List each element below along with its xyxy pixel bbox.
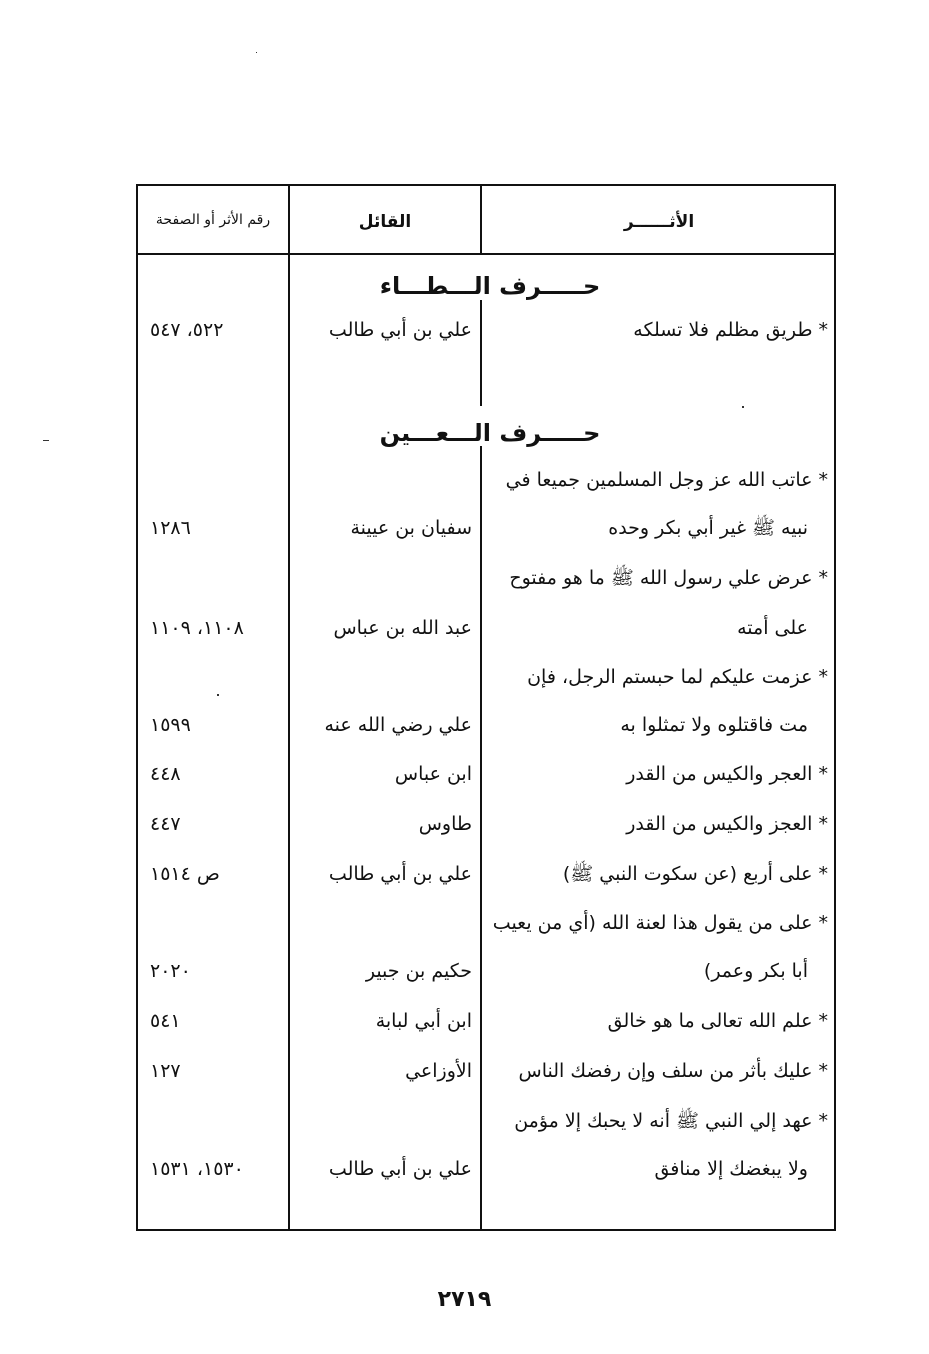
scan-mark	[256, 52, 257, 53]
page-number: ٢٧١٩	[437, 1287, 492, 1312]
entry-ref: ص ١٥١٤	[150, 863, 220, 885]
entry-sayer: علي رضي الله عنه	[324, 714, 472, 736]
entry-text: * العجز والكيس من القدر	[626, 813, 828, 835]
column-divider-ref	[288, 186, 290, 1229]
entry-sayer: علي بن أبي طالب	[328, 863, 472, 885]
entry-ref: ١٢٧	[150, 1060, 181, 1082]
entry-text: * العجر والكيس من القدر	[626, 763, 828, 785]
entry-text-continuation: ولا يبغضك إلا منافق	[654, 1158, 808, 1180]
entry-sayer: الأوزاعي	[405, 1060, 472, 1082]
entry-sayer: علي بن أبي طالب	[328, 1158, 472, 1180]
entry-text-continuation: على أمته	[737, 617, 808, 639]
column-header-sayer: القائل	[358, 212, 412, 232]
entry-ref: ٤٤٧	[150, 813, 181, 835]
entry-sayer: ابن عباس	[394, 763, 472, 785]
section-heading-taa: حـــــرف الـــطـــاء	[379, 272, 601, 300]
entry-ref: ٢٠٢٠	[150, 960, 191, 982]
entry-sayer: علي بن أبي طالب	[328, 319, 472, 341]
entry-ref: ١١٠٨، ١١٠٩	[150, 617, 244, 639]
entry-text: * على من يقول هذا لعنة الله (أي من يعيب	[492, 912, 828, 934]
entry-ref: ٤٤٨	[150, 763, 181, 785]
entry-sayer: سفيان بن عيينة	[350, 517, 472, 539]
entry-text: * عاتب الله عز وجل المسلمين جميعا في	[505, 469, 828, 491]
entry-sayer: ابن أبي لبابة	[375, 1010, 472, 1032]
column-divider-text-section1	[480, 300, 482, 406]
entry-sayer: عبد الله بن عباس	[333, 617, 472, 639]
entry-text-continuation: نبيه ﷺ غير أبي بكر وحده	[608, 517, 808, 539]
entry-text: * عهد إلي النبي ﷺ أنه لا يحبك إلا مؤمن	[514, 1110, 828, 1132]
entry-sayer: طاوس	[418, 813, 472, 835]
entry-text: * علم الله تعالى ما هو خالق	[607, 1010, 828, 1032]
entry-ref: ٥٤١	[150, 1010, 181, 1032]
section-heading-ain: حـــــرف الـــعـــين	[379, 419, 601, 447]
entry-text-continuation: أبا بكر وعمر)	[703, 960, 808, 982]
entry-sayer: حكيم بن جبير	[365, 960, 472, 982]
entry-ref: ٥٢٢، ٥٤٧	[150, 319, 224, 341]
entry-ref: ١٥٩٩	[150, 714, 191, 736]
header-divider	[138, 253, 834, 255]
column-divider-text-top	[480, 186, 482, 254]
entry-ref: ١٢٨٦	[150, 517, 191, 539]
column-header-ref: رقم الأثر أو الصفحة	[155, 212, 271, 228]
entry-text: * عزمت عليكم لما حبستم الرجل، فإن	[527, 666, 828, 688]
column-divider-text-section2	[480, 446, 482, 1231]
entry-text: * طريق مظلم فلا تسلكه	[633, 319, 828, 341]
entry-ref: ١٥٣٠، ١٥٣١	[150, 1158, 244, 1180]
entry-text: * على أربع (عن سكوت النبي ﷺ)	[562, 863, 828, 885]
entry-text-continuation: مت فاقتلوه ولا تمثلوا به	[620, 714, 808, 736]
entry-text: * عرض علي رسول الله ﷺ ما هو مفتوح	[509, 567, 828, 589]
column-header-text: الأثــــــر	[623, 212, 695, 232]
scan-mark	[43, 440, 49, 441]
entry-text: * عليك بأثر من سلف وإن رفضك الناس	[518, 1060, 828, 1082]
